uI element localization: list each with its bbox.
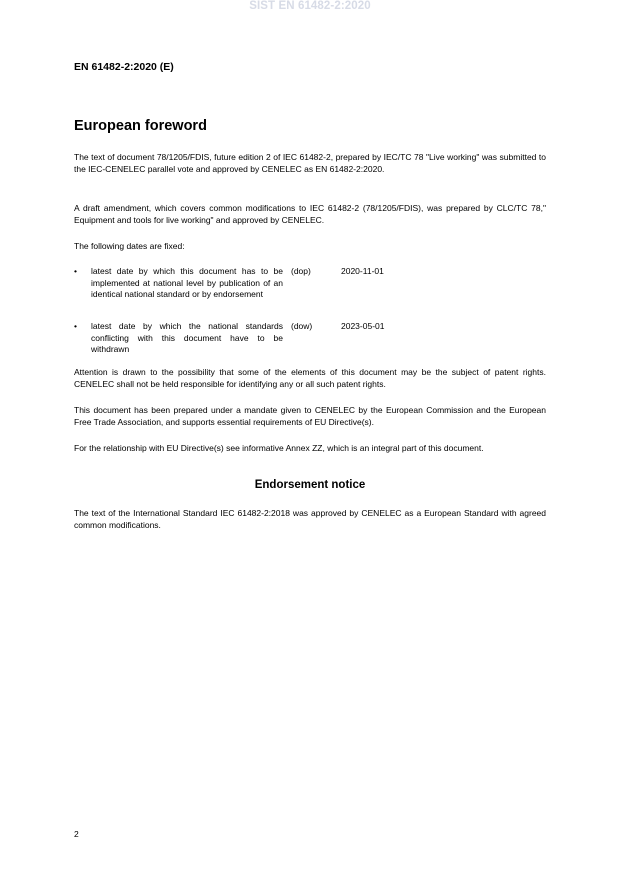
- bullet-marker: •: [74, 266, 77, 276]
- date-value: 2020-11-01: [341, 266, 384, 276]
- date-value: 2023-05-01: [341, 321, 385, 331]
- watermark: SIST EN 61482-2:2020: [249, 0, 371, 12]
- foreword-paragraph-2: A draft amendment, which covers common modifications to IEC 61482-2 (78/1205/FDIS), was prepared by CLC/TC 78," Equipment and tools for live working" and approved by CENELEC.: [74, 203, 546, 225]
- date-description: latest date by which this document has to be implemented at national level by publication of an identical national standard or by endorsement: [91, 266, 283, 299]
- foreword-paragraph-3: The following dates are fixed:: [74, 241, 185, 251]
- foreword-paragraph-1: The text of document 78/1205/FDIS, future edition 2 of IEC 61482-2, prepared by IEC/TC 78 "Live working" was submitted to the IEC-CENELEC parallel vote and approved by CENELEC as EN 61482-2:2020.: [74, 152, 546, 174]
- endorsement-text: The text of the International Standard IEC 61482-2:2018 was approved by CENELEC as a European Standard with agreed common modifications.: [74, 508, 546, 530]
- endorsement-heading: Endorsement notice: [254, 479, 366, 491]
- foreword-paragraph-4: Attention is drawn to the possibility that some of the elements of this document may be the subject of patent rights. CENELEC shall not be held responsible for identifying any or all such patent rights.: [74, 367, 546, 389]
- foreword-paragraph-6: For the relationship with EU Directive(s) see informative Annex ZZ, which is an integral part of this document.: [74, 443, 484, 453]
- bullet-marker: •: [74, 321, 77, 331]
- page-title: European foreword: [74, 118, 207, 134]
- date-description: latest date by which the national standards conflicting with this document have to be withdrawn: [91, 321, 283, 354]
- page-number: 2: [74, 829, 79, 839]
- document-id: EN 61482-2:2020 (E): [74, 61, 174, 73]
- date-code: (dop): [291, 266, 311, 276]
- date-code: (dow): [291, 321, 313, 331]
- foreword-paragraph-5: This document has been prepared under a mandate given to CENELEC by the European Commission and the European Free Trade Association, and supports essential requirements of EU Directive(s).: [74, 405, 546, 427]
- date-list-item: [74, 266, 546, 314]
- date-list-item: [74, 321, 546, 357]
